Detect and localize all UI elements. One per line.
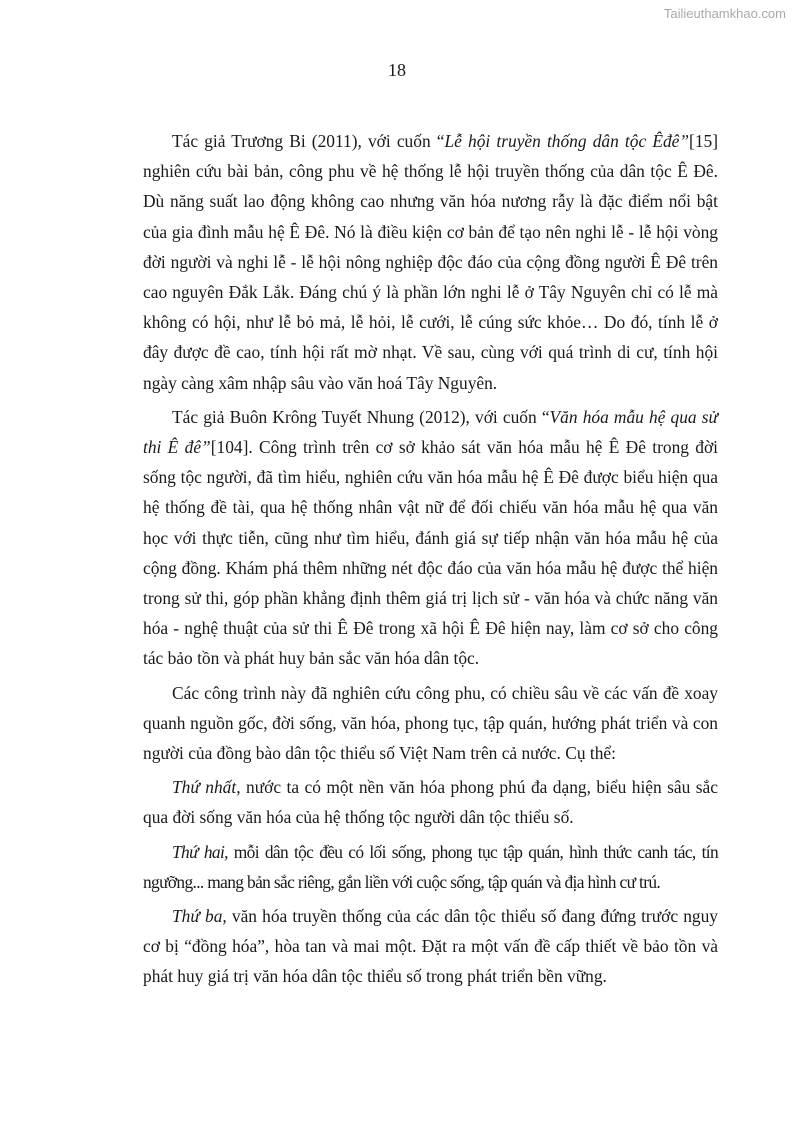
page-number: 18 (388, 60, 406, 80)
paragraph-1-body: [15] nghiên cứu bài bản, công phu về hệ thống lễ hội truyền thống của dân tộc Ê Đê. Dù năng suất lao động không cao nhưng văn hóa nương rẫy là đặc điểm nổi bật của gia đình mẫu hệ Ê Đê. Nó là điều kiện cơ bản để tạo nên nghi lễ - lễ hội vòng đời người và nghi lễ - lễ hội nông nghiệp độc đáo của cộng đồng người Ê Đê trên cao nguyên Đắk Lắk. Đáng chú ý là phần lớn nghi lễ ở Tây Nguyên chỉ có lễ mà không có hội, như lễ bỏ mả, lễ hỏi, lễ cưới, lễ cúng sức khỏe… Do đó, tính lễ ở đây được đề cao, tính hội rất mờ nhạt. Về sau, cùng với quá trình di cư, tính hội ngày càng xâm nhập sâu vào văn hoá Tây Nguyên. (143, 131, 719, 393)
first-point-text: nước ta có một nền văn hóa phong phú đa dạng, biểu hiện sâu sắc qua đời sống văn hóa của hệ thống tộc người dân tộc thiểu số. (143, 777, 718, 828)
paragraph-first-point (143, 772, 718, 832)
paragraph-second-point (143, 837, 718, 897)
third-point-lead: Thứ ba, (172, 906, 227, 927)
paragraph-3-body: Các công trình này đã nghiên cứu công phu, có chiều sâu về các vấn đề xoay quanh nguồn gốc, đời sống, văn hóa, phong tục, tập quán, hướng phát triển và con người của đồng bào dân tộc thiểu số Việt Nam trên cả nước. Cụ thể: (143, 682, 718, 764)
third-point-text: văn hóa truyền thống của các dân tộc thiểu số đang đứng trước nguy cơ bị “đồng hóa”, hòa tan và mai một. Đặt ra một vấn đề cấp thiết về bảo tồn và phát huy giá trị văn hóa dân tộc thiểu số trong phát triển bền vững. (143, 906, 718, 987)
paragraph-tuyet-nhung (143, 402, 718, 674)
watermark-text: Tailieuthamkhao.com (663, 6, 786, 21)
second-point-text: mỗi dân tộc đều có lối sống, phong tục tập quán, hình thức canh tác, tín ngưỡng... mang bản sắc riêng, gắn liền với cuộc sống, tập quán và địa hình cư trú. (143, 841, 718, 892)
first-point-lead: Thứ nhất, (172, 777, 241, 798)
paragraph-third-point (143, 901, 718, 992)
document-body (143, 126, 718, 996)
paragraph-1-intro: Tác giả Trương Bi (2011), với cuốn “ (172, 131, 445, 151)
second-point-lead: Thứ hai, (172, 841, 228, 862)
paragraph-2-body: [104]. Công trình trên cơ sở khảo sát văn hóa mẫu hệ Ê Đê trong đời sống tộc người, đã tìm hiểu, nghiên cứu văn hóa mẫu hệ Ê Đê được biểu hiện qua hệ thống đề tài, qua hệ thống nhân vật nữ để đối chiếu văn hóa mẫu hệ qua văn học với thực tiễn, cũng như tìm hiểu, đánh giá sự tiếp nhận văn hóa mẫu hệ của cộng đồng. Khám phá thêm những nét độc đáo của văn hóa mẫu hệ được thể hiện trong sử thi, góp phần khẳng định thêm giá trị lịch sử - văn hóa và chức năng văn hóa - nghệ thuật của sử thi Ê Đê trong xã hội Ê Đê hiện nay, làm cơ sở cho công tác bảo tồn và phát huy bản sắc văn hóa dân tộc. (143, 437, 718, 669)
book-title-le-hoi: Lễ hội truyền thống dân tộc Êđê” (444, 131, 690, 151)
paragraph-2-intro: Tác giả Buôn Krông Tuyết Nhung (2012), với cuốn “ (172, 406, 550, 427)
book-title-van-hoa-mau-he: Văn hóa mẫu hệ qua sử thi Ê đê” (143, 406, 718, 458)
paragraph-summary (143, 678, 718, 769)
paragraph-truong-bi (143, 126, 718, 398)
